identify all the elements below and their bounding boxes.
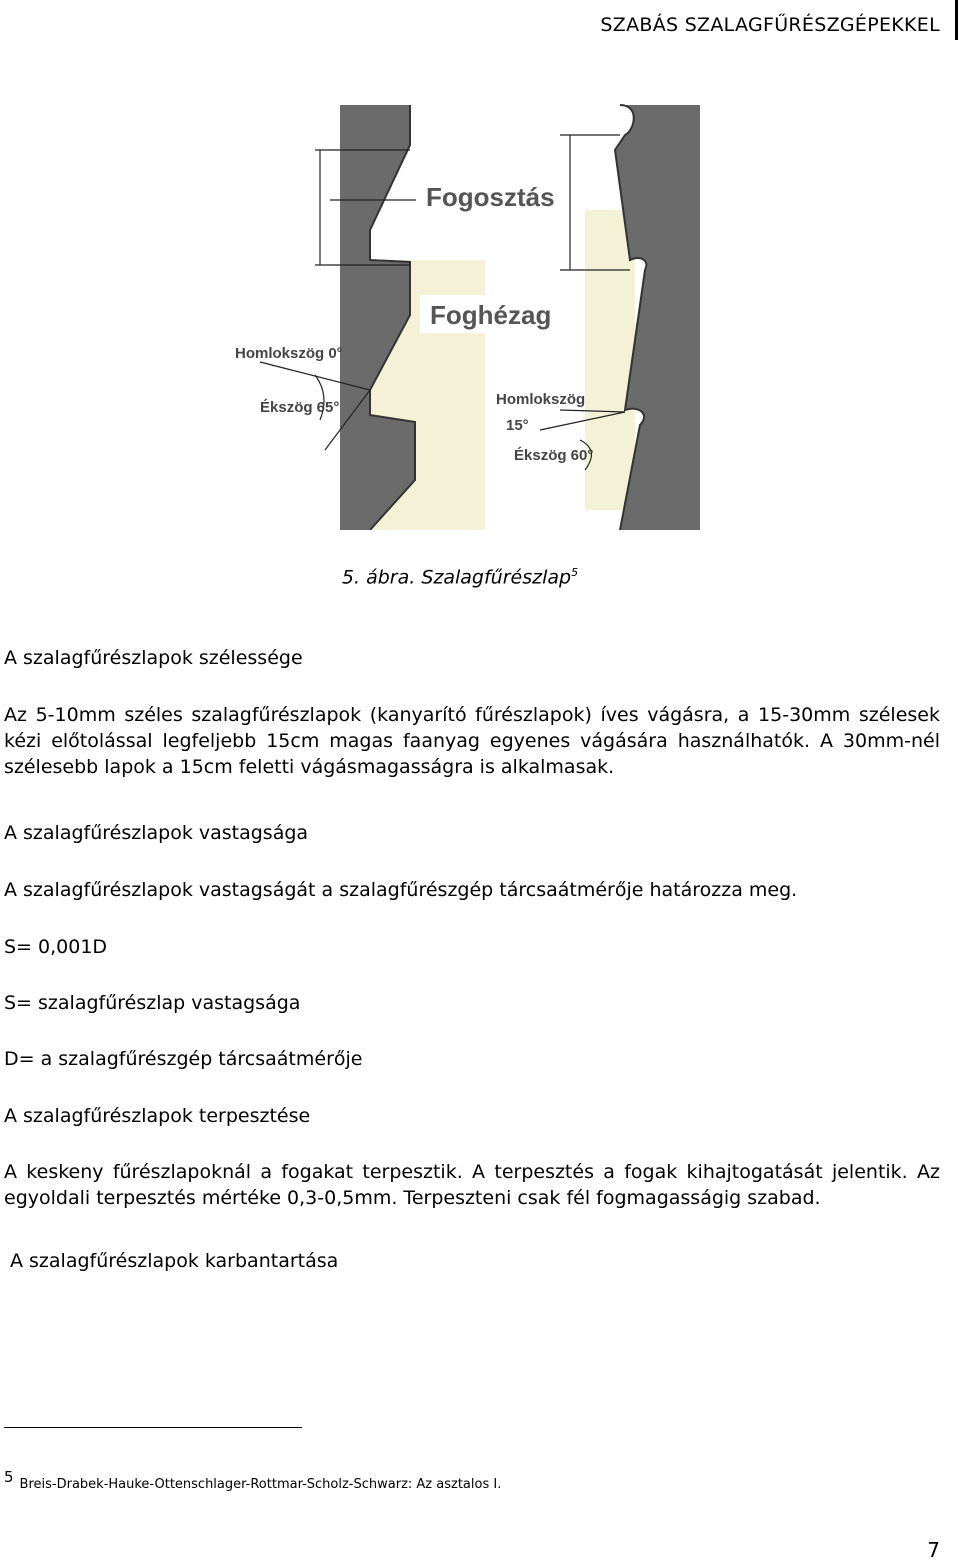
label-rake-right: Homlokszög: [496, 391, 586, 408]
label-wedge-left: Ékszög 65°: [260, 399, 340, 416]
paragraph-set: A keskeny fűrészlapoknál a fogakat terpesztik. A terpesztés a fogak kihajtogatását jelentik. Az egyoldali terpesztés mértéke 0,3-0,5mm. Terpeszteni csak fél fogmagasságig szabad.: [4, 1161, 940, 1209]
definition-d: D= a szalagfűrészgép tárcsaátmérője: [4, 1048, 363, 1070]
running-header: SZABÁS SZALAGFŰRÉSZGÉPEKKEL: [600, 14, 940, 36]
caption-footnote-ref: 5: [571, 566, 579, 579]
footnote: [4, 1468, 502, 1492]
header-rule: [955, 0, 958, 40]
footnote-text: Breis-Drabek-Hauke-Ottenschlager-Rottmar-Scholz-Schwarz: Az asztalos I.: [19, 1477, 502, 1492]
footnote-rule: [4, 1427, 302, 1428]
saw-blade-figure: [220, 90, 740, 530]
footnote-number: 5: [4, 1468, 14, 1486]
page-number: 7: [927, 1538, 940, 1562]
label-wedge-right: Ékszög 60°: [514, 447, 594, 464]
left-blade: [340, 105, 415, 530]
label-rake-right-value: 15°: [506, 417, 529, 434]
saw-blade-diagram: [220, 90, 740, 530]
heading-maintenance: A szalagfűrészlapok karbantartása: [10, 1250, 339, 1272]
paragraph-width: Az 5-10mm széles szalagfűrészlapok (kanyarító fűrészlapok) íves vágásra, a 15-30mm szélesek kézi előtolással legfeljebb 15cm magas faanyag egyenes vágására használhatók. A 30mm-nél szélesebb lapok a 15cm feletti vágásmagasságra is alkalmasak.: [4, 704, 940, 778]
label-rake-left: Homlokszög 0°: [235, 345, 343, 362]
label-tooth-pitch: Fogosztás: [426, 182, 555, 212]
formula: S= 0,001D: [4, 936, 108, 958]
label-gullet: Foghézag: [430, 300, 552, 330]
definition-s: S= szalagfűrészlap vastagsága: [4, 992, 301, 1014]
figure-caption: [0, 566, 920, 588]
paragraph-thickness: A szalagfűrészlapok vastagságát a szalagfűrészgép tárcsaátmérője határozza meg.: [4, 879, 798, 901]
heading-width: A szalagfűrészlapok szélessége: [4, 647, 303, 669]
caption-text: 5. ábra. Szalagfűrészlap: [341, 566, 572, 589]
heading-thickness: A szalagfűrészlapok vastagsága: [4, 822, 309, 844]
gullet-zone-right: [585, 210, 635, 510]
heading-set: A szalagfűrészlapok terpesztése: [4, 1105, 311, 1127]
